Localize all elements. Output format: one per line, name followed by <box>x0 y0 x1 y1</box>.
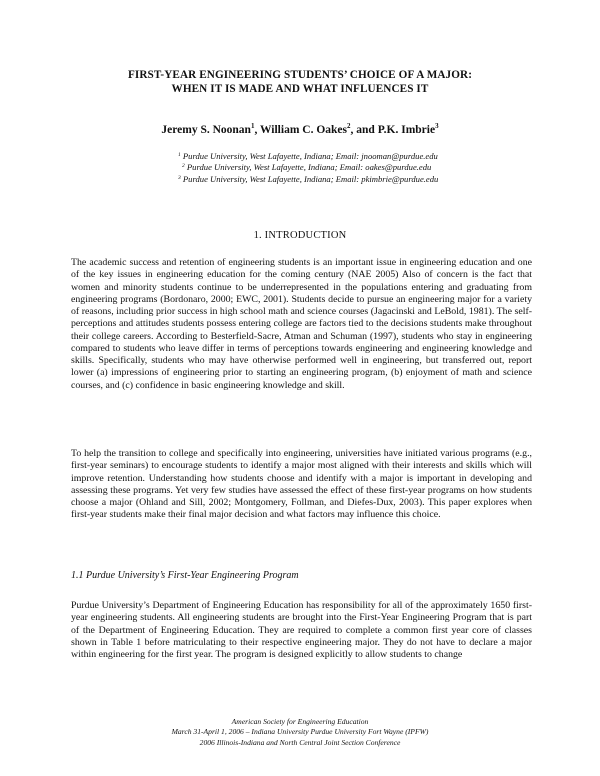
paper-title <box>0 68 600 96</box>
author-name: P.K. Imbrie <box>377 124 436 136</box>
page-footer <box>0 717 600 748</box>
affiliation-text: Purdue University, West Lafayette, Indiana; Email: pkimbrie@purdue.edu <box>182 173 439 184</box>
author-name: Jeremy S. Noonan <box>161 124 251 136</box>
affiliation-list <box>178 151 538 185</box>
footer-line-2: March 31-April 1, 2006 – Indiana University Purdue University Fort Wayne (IPFW) <box>171 727 429 737</box>
affiliation-marker: 3 <box>178 174 181 181</box>
author-affil-marker: 2 <box>347 122 351 130</box>
title-line-2: WHEN IT IS MADE AND WHAT INFLUENCES IT <box>171 83 429 95</box>
footer-line-1: American Society for Engineering Education <box>231 717 369 726</box>
affiliation-text: Purdue University, West Lafayette, Indiana; Email: jnooman@purdue.edu <box>182 151 438 161</box>
subsection-heading: 1.1 Purdue University’s First-Year Engineering Program <box>71 570 299 581</box>
affiliation-marker: 1 <box>178 152 181 158</box>
author-list <box>0 124 600 136</box>
footer-line-3: 2006 Illinois-Indiana and North Central Joint Section Conference <box>199 737 401 747</box>
intro-paragraph-2: To help the transition to college and specifically into engineering, universities have initiated various programs (e.g., first-year seminars) to encourage students to identify a major most aligned with their interests and skills which will improve retention. Understanding how students choose and identify with a major is important in developing and assessing these programs. Yet very few studies have assessed the effect of these first-year programs on how students choose a major (Ohland and Sill, 2002; Montgomery, Follman, and Diefes-Dux, 2003). This paper explores when first-year students make their final major decision and what factors may influence this choice. <box>71 448 532 521</box>
affiliation <box>178 162 538 173</box>
author-separator: , <box>254 124 260 136</box>
affiliation <box>178 174 538 185</box>
author-affil-marker: 1 <box>250 122 255 130</box>
section-heading: 1. INTRODUCTION <box>253 230 347 241</box>
author-separator: , and <box>350 124 378 136</box>
affiliation <box>178 151 538 162</box>
author-affil-marker: 3 <box>435 122 439 130</box>
intro-paragraph-1: The academic success and retention of engineering students is an important issue in engineering education and one of the key issues in engineering education for the coming century (NAE 2005) Also of concern is the fact that women and minority students continue to be underrepresented in the populations entering and graduating from engineering programs (Bordonaro, 2000; EWC, 2001). Students decide to pursue an engineering major for a variety of reasons, including prior success in high school math and science courses (Jagacinski and LeBold, 1981). The self-perceptions and attitudes students possess entering college are factors tied to the decisions students make throughout their college careers. According to Besterfield-Sacre, Atman and Schuman (1997), students who stay in engineering compared to students who leave differ in terms of perceptions towards engineering and engineering knowledge and skills. Specifically, students who may have otherwise performed well in engineering, but transferred out, report lower (a) impressions of engineering prior to starting an engineering program, (b) enjoyment of math and science courses, and (c) confidence in basic engineering knowledge and skill. <box>71 257 532 391</box>
affiliation-text: Purdue University, West Lafayette, Indiana; Email: oakes@purdue.edu <box>186 162 432 173</box>
program-paragraph: Purdue University’s Department of Engineering Education has responsibility for all of the approximately 1650 first-year engineering students. All engineering students are brought into the First-Year Engineering Program that is part of the Department of Engineering Education. They are required to complete a common first year core of classes shown in Table 1 before matriculating to their respective engineering major. They do not have to declare a major within engineering for the first year. The program is designed explicitly to allow students to change <box>71 600 532 660</box>
author-name: William C. Oakes <box>260 124 348 136</box>
title-line-1: FIRST-YEAR ENGINEERING STUDENTS’ CHOICE OF A MAJOR: <box>127 69 473 81</box>
affiliation-marker: 2 <box>182 163 185 170</box>
